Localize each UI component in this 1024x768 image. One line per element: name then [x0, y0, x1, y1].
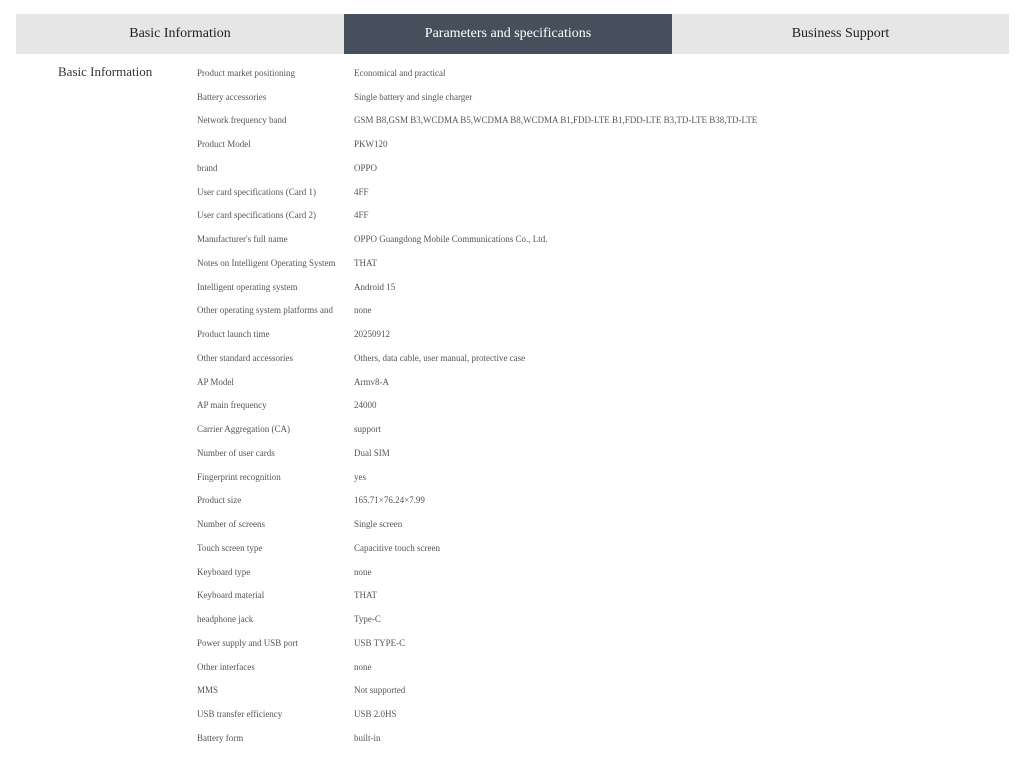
spec-row: [197, 109, 997, 133]
spec-label: MMS: [197, 685, 219, 696]
spec-row: [197, 132, 997, 156]
spec-label: Battery form: [197, 732, 244, 743]
spec-row: [197, 679, 997, 703]
spec-label: Product market positioning: [197, 67, 295, 78]
spec-label: USB transfer efficiency: [197, 709, 283, 720]
spec-row: [197, 584, 997, 608]
spec-value: Android 15: [354, 281, 396, 292]
spec-value: Single battery and single charger: [354, 91, 473, 102]
spec-row: [197, 251, 997, 275]
spec-row: [197, 560, 997, 584]
tab-bar: [16, 14, 1009, 54]
spec-value: THAT: [354, 257, 377, 268]
tab-business-support[interactable]: Business Support: [791, 26, 890, 41]
spec-row: [197, 702, 997, 726]
spec-row: [197, 536, 997, 560]
spec-row: [197, 370, 997, 394]
spec-row: [197, 607, 997, 631]
spec-value: PKW120: [354, 139, 388, 150]
spec-value: built-in: [354, 732, 381, 743]
spec-label: Manufacturer's full name: [197, 234, 288, 245]
spec-label: Power supply and USB port: [197, 637, 298, 648]
spec-value: Others, data cable, user manual, protective case: [354, 352, 526, 363]
spec-value: GSM B8,GSM B3,WCDMA B5,WCDMA B8,WCDMA B1,FDD-LTE B1,FDD-LTE B3,TD-LTE B38,TD-LTE: [354, 115, 758, 126]
spec-label: Number of screens: [197, 519, 265, 530]
spec-label: AP Model: [197, 376, 234, 387]
spec-label: Touch screen type: [197, 542, 263, 553]
spec-row: [197, 465, 997, 489]
spec-label: Product size: [197, 495, 242, 506]
spec-value: 4FF: [354, 186, 369, 197]
spec-value: 165.71×76.24×7.99: [354, 495, 425, 506]
spec-row: [197, 204, 997, 228]
spec-label: Notes on Intelligent Operating System: [197, 257, 336, 268]
spec-value: yes: [354, 471, 366, 482]
spec-label: User card specifications (Card 1): [197, 186, 316, 197]
spec-value: OPPO Guangdong Mobile Communications Co., Ltd.: [354, 234, 548, 245]
spec-value: 20250912: [354, 329, 390, 340]
spec-value: OPPO: [354, 162, 378, 173]
spec-row: [197, 417, 997, 441]
spec-value: Single screen: [354, 519, 403, 530]
spec-row: [197, 655, 997, 679]
spec-label: headphone jack: [197, 614, 254, 625]
spec-label: Keyboard material: [197, 590, 265, 601]
tab-basic-information[interactable]: Basic Information: [129, 26, 231, 41]
spec-row: [197, 180, 997, 204]
spec-row: [197, 726, 997, 750]
spec-row: [197, 156, 997, 180]
spec-value: none: [354, 566, 372, 577]
spec-label: AP main frequency: [197, 400, 267, 411]
spec-value: 24000: [354, 400, 377, 411]
spec-row: [197, 322, 997, 346]
spec-row: [197, 346, 997, 370]
spec-value: Capacitive touch screen: [354, 542, 440, 553]
spec-value: none: [354, 305, 372, 316]
spec-value: Not supported: [354, 685, 406, 696]
spec-row: [197, 631, 997, 655]
tab-parameters-and-specifications[interactable]: Parameters and specifications: [344, 14, 672, 54]
spec-label: Fingerprint recognition: [197, 471, 281, 482]
spec-row: [197, 299, 997, 323]
spec-value: 4FF: [354, 210, 369, 221]
spec-row: [197, 512, 997, 536]
spec-row: [197, 441, 997, 465]
spec-row: [197, 85, 997, 109]
spec-label: Other interfaces: [197, 661, 255, 672]
spec-label: Battery accessories: [197, 91, 267, 102]
spec-label: Network frequency band: [197, 115, 287, 126]
spec-label: Other standard accessories: [197, 352, 293, 363]
spec-value: Economical and practical: [354, 67, 446, 78]
spec-value: USB 2.0HS: [354, 709, 397, 720]
spec-row: [197, 61, 997, 85]
spec-label: Product launch time: [197, 329, 270, 340]
spec-label: Keyboard type: [197, 566, 251, 577]
spec-label: Intelligent operating system: [197, 281, 298, 292]
section-title: Basic Information: [58, 64, 153, 79]
spec-value: Type-C: [354, 614, 381, 625]
spec-list: [197, 61, 997, 750]
spec-value: Dual SIM: [354, 447, 390, 458]
spec-label: Carrier Aggregation (CA): [197, 424, 290, 435]
spec-value: THAT: [354, 590, 377, 601]
spec-label: brand: [197, 162, 218, 173]
spec-value: none: [354, 661, 372, 672]
spec-label: Product Model: [197, 139, 251, 150]
spec-value: USB TYPE-C: [354, 637, 406, 648]
spec-row: [197, 489, 997, 513]
spec-row: [197, 227, 997, 251]
spec-row: [197, 394, 997, 418]
spec-label: Other operating system platforms and: [197, 305, 333, 316]
spec-value: Armv8-A: [354, 376, 389, 387]
spec-label: Number of user cards: [197, 447, 275, 458]
spec-row: [197, 275, 997, 299]
spec-label: User card specifications (Card 2): [197, 210, 316, 221]
spec-value: support: [354, 424, 381, 435]
